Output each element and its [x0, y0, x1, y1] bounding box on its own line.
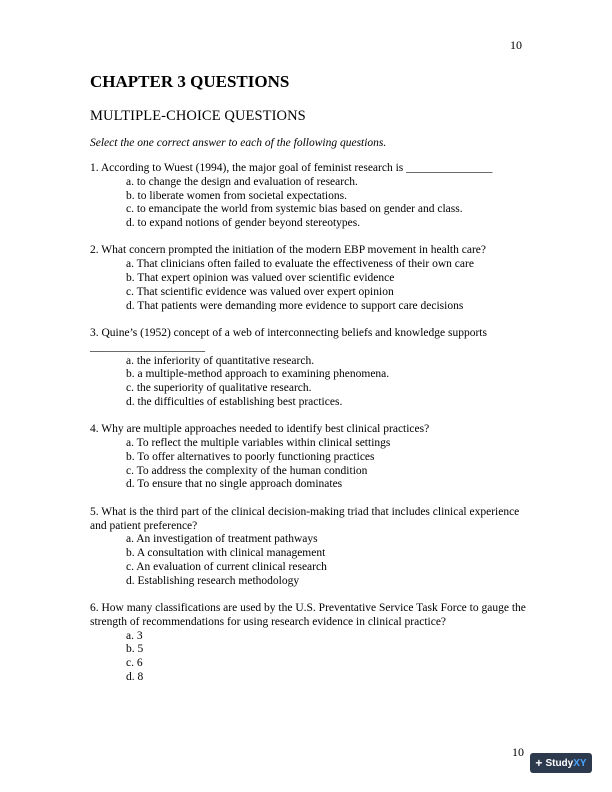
section-title: MULTIPLE-CHOICE QUESTIONS — [90, 108, 306, 124]
question-stem: 6. How many classifications are used by the U.S. Preventative Service Task Force to gauge the strength of recommendations for using research evidence in clinical practice? — [90, 602, 526, 628]
answer-option: d. to expand notions of gender beyond stereotypes. — [126, 217, 361, 230]
answer-option: a. An investigation of treatment pathways — [126, 533, 318, 546]
plus-icon: + — [535, 756, 543, 770]
question-5 — [90, 506, 530, 589]
answer-option: a. To reflect the multiple variables within clinical settings — [126, 437, 391, 450]
question-stem: 5. What is the third part of the clinical decision-making triad that includes clinical experience and patient preference? — [90, 505, 520, 532]
instructions: Select the one correct answer to each of the following questions. — [90, 137, 387, 149]
answer-option: c. the superiority of qualitative research. — [126, 382, 312, 395]
question-4 — [90, 423, 530, 492]
document-body — [90, 72, 530, 698]
answer-list — [90, 630, 530, 685]
answer-option: c. To address the complexity of the human condition — [126, 464, 368, 477]
answer-option: a. 3 — [126, 629, 143, 642]
question-stem: 1. According to Wuest (1994), the major goal of feminist research is _______________ — [90, 162, 493, 174]
answer-list — [90, 533, 530, 588]
question-3 — [90, 327, 530, 410]
question-1 — [90, 162, 530, 231]
answer-option: b. a multiple-method approach to examining phenomena. — [126, 368, 390, 381]
question-6 — [90, 602, 530, 685]
page-number-top: 10 — [510, 38, 522, 52]
chapter-title: CHAPTER 3 QUESTIONS — [90, 72, 290, 91]
question-stem: 2. What concern prompted the initiation of the modern EBP movement in health care? — [90, 244, 486, 257]
answer-list — [90, 258, 530, 313]
question-2 — [90, 244, 530, 313]
answer-option: a. to change the design and evaluation of research. — [126, 175, 358, 188]
badge-brand: StudyXY — [545, 757, 587, 769]
answer-list — [90, 176, 530, 231]
answer-list — [90, 355, 530, 410]
answer-option: c. That scientific evidence was valued over expert opinion — [126, 285, 394, 298]
answer-option: a. the inferiority of quantitative research. — [126, 354, 315, 367]
answer-option: c. An evaluation of current clinical research — [126, 560, 327, 573]
answer-option: c. to emancipate the world from systemic bias based on gender and class. — [126, 203, 463, 216]
answer-option: a. That clinicians often failed to evaluate the effectiveness of their own care — [126, 258, 474, 271]
answer-option: b. A consultation with clinical management — [126, 547, 326, 560]
answer-option: b. That expert opinion was valued over scientific evidence — [126, 272, 395, 285]
question-stem: 3. Quine’s (1952) concept of a web of interconnecting beliefs and knowledge supports ____________________ — [90, 326, 487, 353]
answer-option: c. 6 — [126, 657, 143, 670]
answer-option: d. Establishing research methodology — [126, 574, 300, 587]
studyxy-badge[interactable] — [530, 753, 592, 773]
page-number-bottom: 10 — [512, 745, 524, 759]
answer-option: d. That patients were demanding more evidence to support care decisions — [126, 299, 464, 312]
answer-option: d. 8 — [126, 671, 144, 683]
answer-option: d. To ensure that no single approach dominates — [126, 478, 343, 491]
answer-option: d. the difficulties of establishing best practices. — [126, 395, 343, 408]
answer-option: b. to liberate women from societal expectations. — [126, 189, 347, 202]
answer-option: b. 5 — [126, 643, 144, 656]
answer-list — [90, 437, 530, 492]
question-stem: 4. Why are multiple approaches needed to identify best clinical practices? — [90, 423, 430, 436]
answer-option: b. To offer alternatives to poorly functioning practices — [126, 450, 375, 463]
